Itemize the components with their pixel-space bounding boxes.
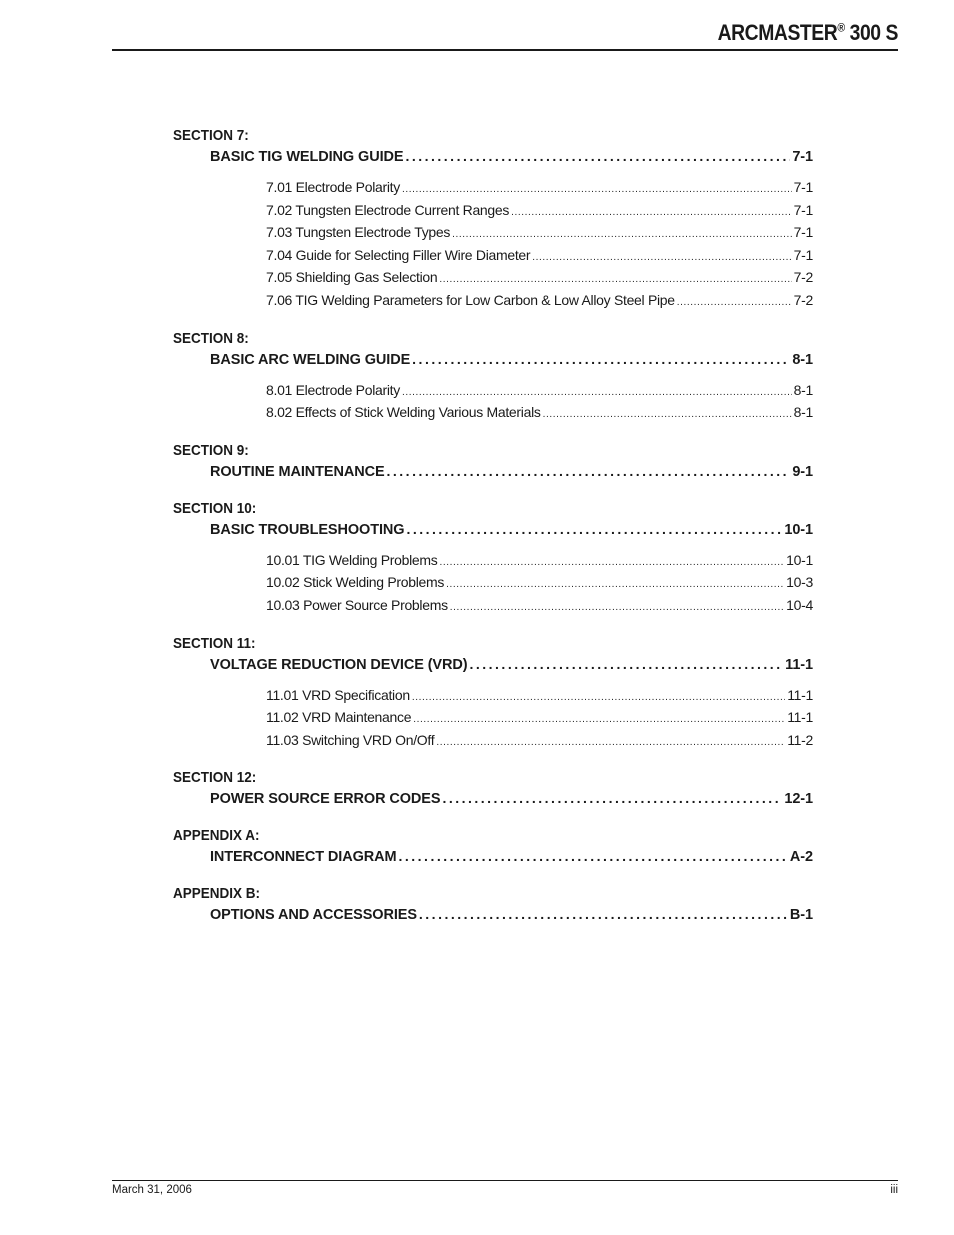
toc-entry[interactable]: [210, 519, 813, 540]
toc-subentry[interactable]: [266, 199, 813, 222]
toc-section: [173, 328, 813, 424]
toc-subentry[interactable]: [266, 244, 813, 267]
entry-page: 11-1: [785, 656, 813, 673]
toc-section: [173, 633, 813, 752]
dot-leader: [402, 382, 792, 402]
dot-leader: [399, 846, 788, 867]
toc-subentry[interactable]: [266, 684, 813, 707]
toc-subentry[interactable]: [266, 571, 813, 594]
table-of-contents: [173, 125, 813, 941]
toc-entry[interactable]: [210, 349, 813, 370]
dot-leader: [439, 552, 784, 572]
section-label: SECTION 11:: [173, 634, 256, 652]
toc-subentry[interactable]: [266, 549, 813, 572]
entry-title: BASIC TROUBLESHOOTING: [210, 521, 405, 538]
subentry-title: 11.03 Switching VRD On/Off: [266, 731, 435, 748]
subentry-title: 7.05 Shielding Gas Selection: [266, 269, 438, 286]
subentry-page: 8-1: [793, 404, 813, 421]
dot-leader: [543, 404, 792, 424]
section-label: APPENDIX A:: [173, 827, 260, 845]
subsection-list: [266, 549, 813, 617]
entry-page: A-2: [789, 849, 813, 866]
dot-leader: [677, 292, 792, 312]
toc-subentry[interactable]: [266, 379, 813, 402]
entry-page: 8-1: [792, 351, 813, 368]
dot-leader: [469, 654, 783, 675]
subsection-list: [266, 176, 813, 312]
subentry-title: 7.04 Guide for Selecting Filler Wire Diameter: [266, 246, 531, 263]
entry-title: INTERCONNECT DIAGRAM: [210, 849, 397, 866]
subentry-page: 11-1: [787, 709, 813, 726]
entry-page: B-1: [789, 907, 813, 924]
footer-page-number: iii: [890, 1184, 898, 1196]
subentry-page: 7-2: [793, 291, 813, 308]
dot-leader: [442, 788, 782, 809]
entry-title: ROUTINE MAINTENANCE: [210, 463, 385, 480]
toc-section: [173, 767, 813, 809]
subentry-page: 7-1: [793, 201, 813, 218]
dot-leader: [412, 687, 785, 707]
toc-entry[interactable]: [210, 846, 813, 867]
subentry-page: 10-3: [786, 574, 813, 591]
model-name: 300 S: [844, 20, 898, 45]
subentry-page: 7-1: [793, 246, 813, 263]
dot-leader: [412, 349, 790, 370]
dot-leader: [413, 709, 785, 729]
toc-subentry[interactable]: [266, 176, 813, 199]
entry-title: OPTIONS AND ACCESSORIES: [210, 907, 417, 924]
dot-leader: [511, 202, 792, 222]
toc-entry[interactable]: [210, 461, 813, 482]
entry-page: 9-1: [792, 463, 813, 480]
toc-entry[interactable]: [210, 904, 813, 925]
dot-leader: [419, 904, 788, 925]
subentry-page: 7-1: [793, 224, 813, 241]
subentry-title: 8.02 Effects of Stick Welding Various Materials: [266, 404, 541, 421]
entry-title: POWER SOURCE ERROR CODES: [210, 791, 441, 808]
subentry-title: 10.03 Power Source Problems: [266, 596, 448, 613]
toc-section: [173, 825, 813, 867]
dot-leader: [532, 247, 791, 267]
registered-mark: ®: [837, 20, 845, 35]
subentry-title: 7.02 Tungsten Electrode Current Ranges: [266, 201, 510, 218]
section-label: APPENDIX B:: [173, 885, 261, 903]
toc-entry[interactable]: [210, 146, 813, 167]
entry-title: BASIC ARC WELDING GUIDE: [210, 351, 411, 368]
subentry-page: 7-1: [793, 179, 813, 195]
subentry-page: 7-2: [793, 269, 813, 286]
toc-section: [173, 440, 813, 482]
brand-name: ARCMASTER: [717, 20, 838, 45]
section-label: SECTION 12:: [173, 769, 257, 787]
toc-section: [173, 498, 813, 617]
footer-rule: [112, 1180, 898, 1181]
subentry-page: 10-1: [786, 551, 813, 568]
subentry-title: 8.01 Electrode Polarity: [266, 381, 400, 398]
dot-leader: [387, 461, 791, 482]
footer-date: March 31, 2006: [112, 1184, 192, 1196]
dot-leader: [406, 519, 782, 540]
toc-subentry[interactable]: [266, 221, 813, 244]
subentry-title: 11.02 VRD Maintenance: [266, 709, 412, 726]
toc-subentry[interactable]: [266, 706, 813, 729]
section-label: SECTION 10:: [173, 499, 257, 517]
dot-leader: [439, 269, 791, 289]
subentry-page: 11-2: [787, 731, 813, 748]
dot-leader: [436, 732, 785, 752]
toc-subentry[interactable]: [266, 401, 813, 424]
subentry-title: 7.06 TIG Welding Parameters for Low Carbon & Low Alloy Steel Pipe: [266, 291, 675, 308]
toc-section: [173, 883, 813, 925]
dot-leader: [405, 146, 790, 167]
toc-subentry[interactable]: [266, 266, 813, 289]
entry-page: 10-1: [784, 521, 813, 538]
subentry-title: 7.01 Electrode Polarity: [266, 179, 400, 195]
dot-leader: [450, 597, 784, 617]
dot-leader: [446, 574, 784, 594]
subentry-title: 11.01 VRD Specification: [266, 686, 410, 703]
subentry-title: 10.02 Stick Welding Problems: [266, 574, 445, 591]
toc-subentry[interactable]: [266, 729, 813, 752]
section-label: SECTION 7:: [173, 127, 249, 144]
toc-subentry[interactable]: [266, 594, 813, 617]
toc-subentry[interactable]: [266, 289, 813, 312]
subentry-page: 11-1: [787, 686, 813, 703]
subentry-title: 7.03 Tungsten Electrode Types: [266, 224, 451, 241]
document-title: [718, 20, 898, 46]
section-label: SECTION 9:: [173, 441, 249, 459]
subentry-page: 10-4: [786, 596, 813, 613]
dot-leader: [452, 224, 792, 244]
section-label: SECTION 8:: [173, 329, 249, 347]
dot-leader: [402, 179, 792, 199]
entry-title: VOLTAGE REDUCTION DEVICE (VRD): [210, 656, 468, 673]
entry-page: 12-1: [784, 791, 813, 808]
toc-section: [173, 125, 813, 312]
header-rule: [112, 49, 898, 51]
subentry-page: 8-1: [793, 381, 813, 398]
subsection-list: [266, 684, 813, 752]
entry-page: 7-1: [792, 149, 813, 165]
subsection-list: [266, 379, 813, 424]
subentry-title: 10.01 TIG Welding Problems: [266, 551, 438, 568]
entry-title: BASIC TIG WELDING GUIDE: [210, 149, 404, 165]
toc-entry[interactable]: [210, 788, 813, 809]
toc-entry[interactable]: [210, 654, 813, 675]
